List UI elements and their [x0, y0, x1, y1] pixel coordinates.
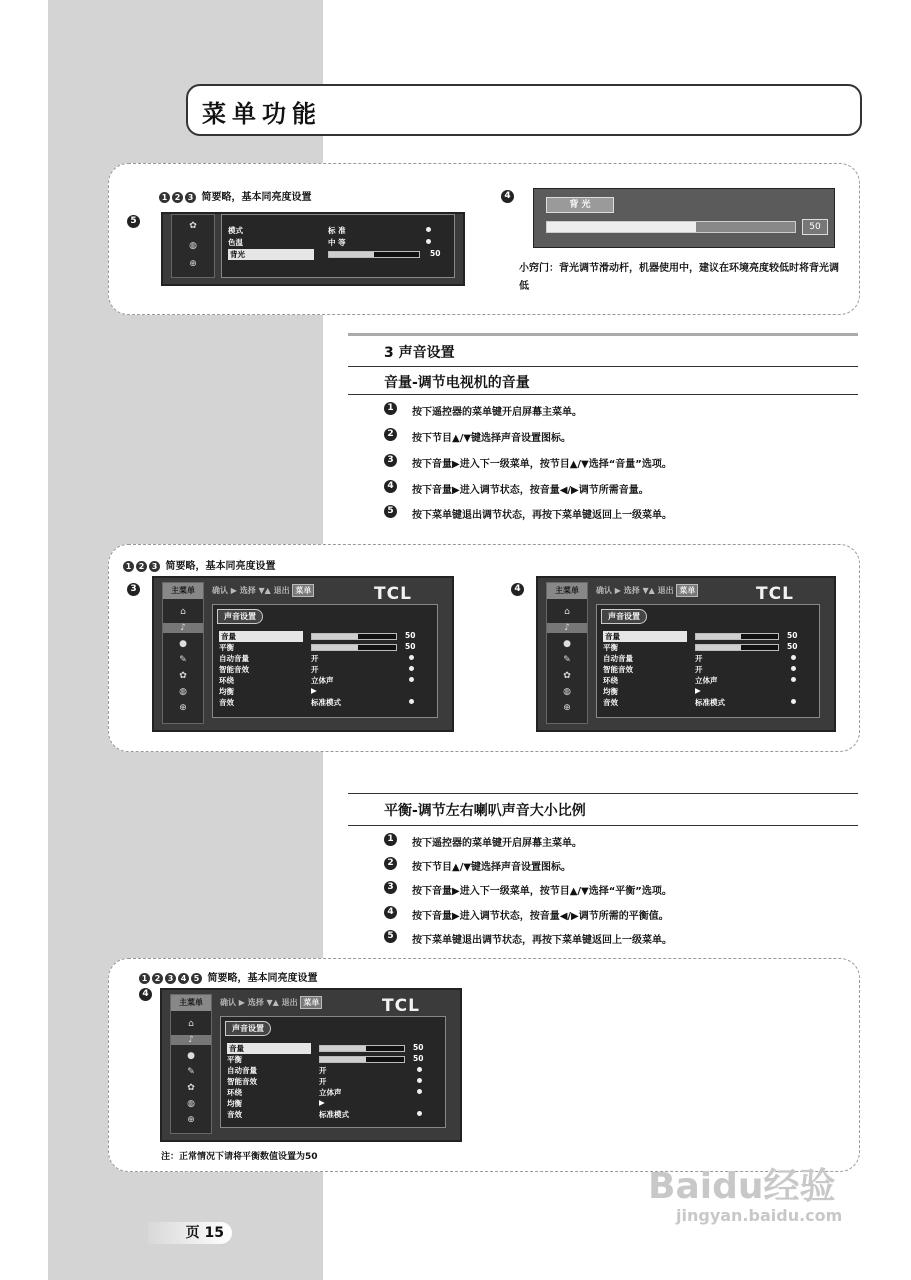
- home-icon[interactable]: ⌂: [564, 607, 570, 617]
- panel2-left-step: 3: [127, 583, 140, 596]
- page-number: 页 15: [148, 1222, 232, 1244]
- tv-setting-row[interactable]: 音量 50: [605, 631, 798, 641]
- tv-side-menu: [546, 582, 588, 724]
- instruction2-3: 按下音量▶进入下一级菜单，按节目▲/▼选择“平衡”选项。: [412, 886, 672, 897]
- panel3-steps: 1 2 3 4 5 简要略，基本同亮度设置: [139, 969, 317, 984]
- instruction2-2: 按下节目▲/▼键选择声音设置图标。: [412, 862, 572, 873]
- tv-content-area: [596, 604, 820, 718]
- tv-row-mode: 模式 标 准: [228, 225, 448, 236]
- page-title-box: [186, 84, 862, 136]
- tv-sound-menu-2: [536, 576, 836, 732]
- panel1-steps: [159, 188, 311, 203]
- tv-setting-row[interactable]: 均衡 ▶: [227, 1098, 325, 1108]
- tv-setting-row[interactable]: 环绕 立体声: [227, 1087, 439, 1098]
- step-bullet-1: 1: [159, 192, 170, 203]
- menu-key-box: 菜单: [292, 584, 314, 597]
- section2-subheading: 平衡-调节左右喇叭声音大小比例: [384, 803, 586, 819]
- tv-setting-row[interactable]: 平衡 50: [603, 642, 798, 652]
- page-title: 菜单功能: [202, 100, 322, 128]
- side-menu-header: 主菜单: [171, 995, 211, 1011]
- lock-icon: ◍: [189, 241, 197, 251]
- tv-setting-row[interactable]: 自动音量 开: [603, 653, 813, 664]
- picture-icon[interactable]: ●: [187, 1051, 195, 1061]
- lock-icon[interactable]: ◍: [187, 1099, 195, 1109]
- tv-setting-row[interactable]: 平衡 50: [227, 1054, 424, 1064]
- search-icon[interactable]: ⊕: [563, 703, 571, 713]
- tv-setting-row[interactable]: 平衡 50: [219, 642, 416, 652]
- inst2-bullet-4: 4: [384, 906, 397, 919]
- search-icon[interactable]: ⊕: [179, 703, 187, 713]
- tv-setting-row[interactable]: 均衡 ▶: [219, 686, 317, 696]
- tv-sound-menu-3: [160, 988, 462, 1142]
- tv-content-area: [212, 604, 438, 718]
- tv-setting-row[interactable]: 音量 50: [221, 631, 416, 641]
- section-rule-2: [348, 366, 858, 367]
- tv-topbar: 确认 ▶ 选择 ▼▲ 退出 菜单: [220, 996, 322, 1009]
- section-heading: 3 声音设置: [384, 345, 455, 361]
- panel3-note: 注：正常情况下请将平衡数值设置为50: [161, 1152, 318, 1162]
- tv-setting-row[interactable]: 音效 标准模式: [603, 697, 813, 708]
- tv-setting-row[interactable]: 音量 50: [229, 1043, 424, 1053]
- slider-label-tab: 背 光: [546, 197, 614, 213]
- tv-picture-menu: [161, 212, 465, 286]
- panel3-left-step: 4: [139, 988, 152, 1001]
- tcl-logo: TCL: [756, 584, 794, 604]
- menu-key-box: 菜单: [300, 996, 322, 1009]
- tv-sound-menu-1: [152, 576, 454, 732]
- gear-icon[interactable]: ✿: [179, 671, 187, 681]
- tv-content-area: [220, 1016, 446, 1128]
- tv-row-backlight: 背光 50: [230, 249, 441, 259]
- tv-setting-row[interactable]: 环绕 立体声: [219, 675, 431, 686]
- step-bullet-3: 3: [185, 192, 196, 203]
- side-menu-header: 主菜单: [547, 583, 587, 599]
- step-bullet-2: 2: [172, 192, 183, 203]
- inst2-bullet-5: 5: [384, 930, 397, 943]
- gear-icon: ✿: [189, 221, 197, 231]
- section-rule-3: [348, 394, 858, 395]
- inst-bullet-3: 3: [384, 454, 397, 467]
- backlight-fill: [329, 252, 374, 257]
- sound-icon[interactable]: ♪: [171, 1035, 211, 1045]
- tv-setting-row[interactable]: 智能音效 开: [227, 1076, 439, 1087]
- slider-value: 50: [802, 219, 828, 235]
- tv-setting-row[interactable]: 智能音效 开: [603, 664, 813, 675]
- tv-side-menu: [170, 994, 212, 1134]
- panel1-left-step: 5: [127, 215, 140, 228]
- home-icon[interactable]: ⌂: [188, 1019, 194, 1029]
- slider-track[interactable]: [546, 221, 796, 233]
- panel-backlight: [108, 163, 860, 315]
- sound-icon[interactable]: ♪: [547, 623, 587, 633]
- picture-icon[interactable]: ●: [563, 639, 571, 649]
- section2-rule-2: [348, 825, 858, 826]
- instruction-3: 按下音量▶进入下一级菜单，按节目▲/▼选择“音量”选项。: [412, 459, 672, 470]
- inst2-bullet-2: 2: [384, 857, 397, 870]
- instruction-2: 按下节目▲/▼键选择声音设置图标。: [412, 433, 572, 444]
- tv-row-colortemp: 色温 中 等: [228, 237, 448, 248]
- sound-settings-tab: 声音设置: [225, 1021, 271, 1036]
- instruction-4: 按下音量▶进入调节状态，按音量◀/▶调节所需音量。: [412, 485, 649, 496]
- side-menu-header: 主菜单: [163, 583, 203, 599]
- panel1-tip: 小窍门：背光调节滑动杆，机器使用中，建议在环境亮度较低时将背光调低: [519, 263, 839, 292]
- search-icon[interactable]: ⊕: [187, 1115, 195, 1125]
- lock-icon[interactable]: ◍: [179, 687, 187, 697]
- instruction2-1: 按下遥控器的菜单键开启屏幕主菜单。: [412, 838, 582, 849]
- tv-topbar: 确认 ▶ 选择 ▼▲ 退出 菜单: [212, 584, 314, 597]
- tv-setting-row[interactable]: 自动音量 开: [227, 1065, 439, 1076]
- tv-side-menu: [162, 582, 204, 724]
- tv-setting-row[interactable]: 智能音效 开: [219, 664, 431, 675]
- tcl-logo: TCL: [374, 584, 412, 604]
- tv-setting-row[interactable]: 音效 标准模式: [219, 697, 431, 708]
- sound-icon[interactable]: ♪: [163, 623, 203, 633]
- tv-setting-row[interactable]: 自动音量 开: [219, 653, 431, 664]
- panel1-right-step: 4: [501, 190, 514, 203]
- sound-settings-tab: 声音设置: [217, 609, 263, 624]
- wrench-icon[interactable]: ✎: [563, 655, 571, 665]
- panel2-right-step: 4: [511, 583, 524, 596]
- instruction2-4: 按下音量▶进入调节状态，按音量◀/▶调节所需的平衡值。: [412, 911, 669, 922]
- tv-content-area: [221, 214, 455, 278]
- inst-bullet-1: 1: [384, 402, 397, 415]
- watermark-brand: Baidu经验: [648, 1166, 836, 1207]
- search-icon: ⊕: [189, 259, 197, 269]
- picture-icon[interactable]: ●: [179, 639, 187, 649]
- panel2-steps: 1 2 3 简要略，基本同亮度设置: [123, 557, 275, 572]
- inst-bullet-5: 5: [384, 505, 397, 518]
- instruction2-5: 按下菜单键退出调节状态，再按下菜单键返回上一级菜单。: [412, 935, 672, 946]
- section2-rule-1: [348, 793, 858, 794]
- menu-key-box: 菜单: [676, 584, 698, 597]
- section-top-rule: [348, 333, 858, 336]
- tv-setting-row[interactable]: 均衡 ▶: [603, 686, 701, 696]
- gear-icon[interactable]: ✿: [563, 671, 571, 681]
- inst2-bullet-3: 3: [384, 881, 397, 894]
- inst2-bullet-1: 1: [384, 833, 397, 846]
- sound-settings-tab: 声音设置: [601, 609, 647, 624]
- wrench-icon[interactable]: ✎: [187, 1067, 195, 1077]
- lock-icon[interactable]: ◍: [563, 687, 571, 697]
- panel1-steps-label: 简要略，基本同亮度设置: [201, 192, 312, 203]
- home-icon[interactable]: ⌂: [180, 607, 186, 617]
- backlight-slider-osd: [533, 188, 835, 248]
- tcl-logo: TCL: [382, 996, 420, 1016]
- instruction-5: 按下菜单键退出调节状态，再按下菜单键返回上一级菜单。: [412, 510, 672, 521]
- watermark-url: jingyan.baidu.com: [676, 1206, 843, 1225]
- wrench-icon[interactable]: ✎: [179, 655, 187, 665]
- tv-setting-row[interactable]: 环绕 立体声: [603, 675, 813, 686]
- slider-fill: [547, 222, 696, 232]
- instruction-1: 按下遥控器的菜单键开启屏幕主菜单。: [412, 407, 582, 418]
- inst-bullet-4: 4: [384, 480, 397, 493]
- tv-topbar: 确认 ▶ 选择 ▼▲ 退出 菜单: [596, 584, 698, 597]
- gear-icon[interactable]: ✿: [187, 1083, 195, 1093]
- section-subheading: 音量-调节电视机的音量: [384, 375, 530, 391]
- tv-side-menu: [171, 214, 215, 278]
- tv-setting-row[interactable]: 音效 标准模式: [227, 1109, 439, 1120]
- inst-bullet-2: 2: [384, 428, 397, 441]
